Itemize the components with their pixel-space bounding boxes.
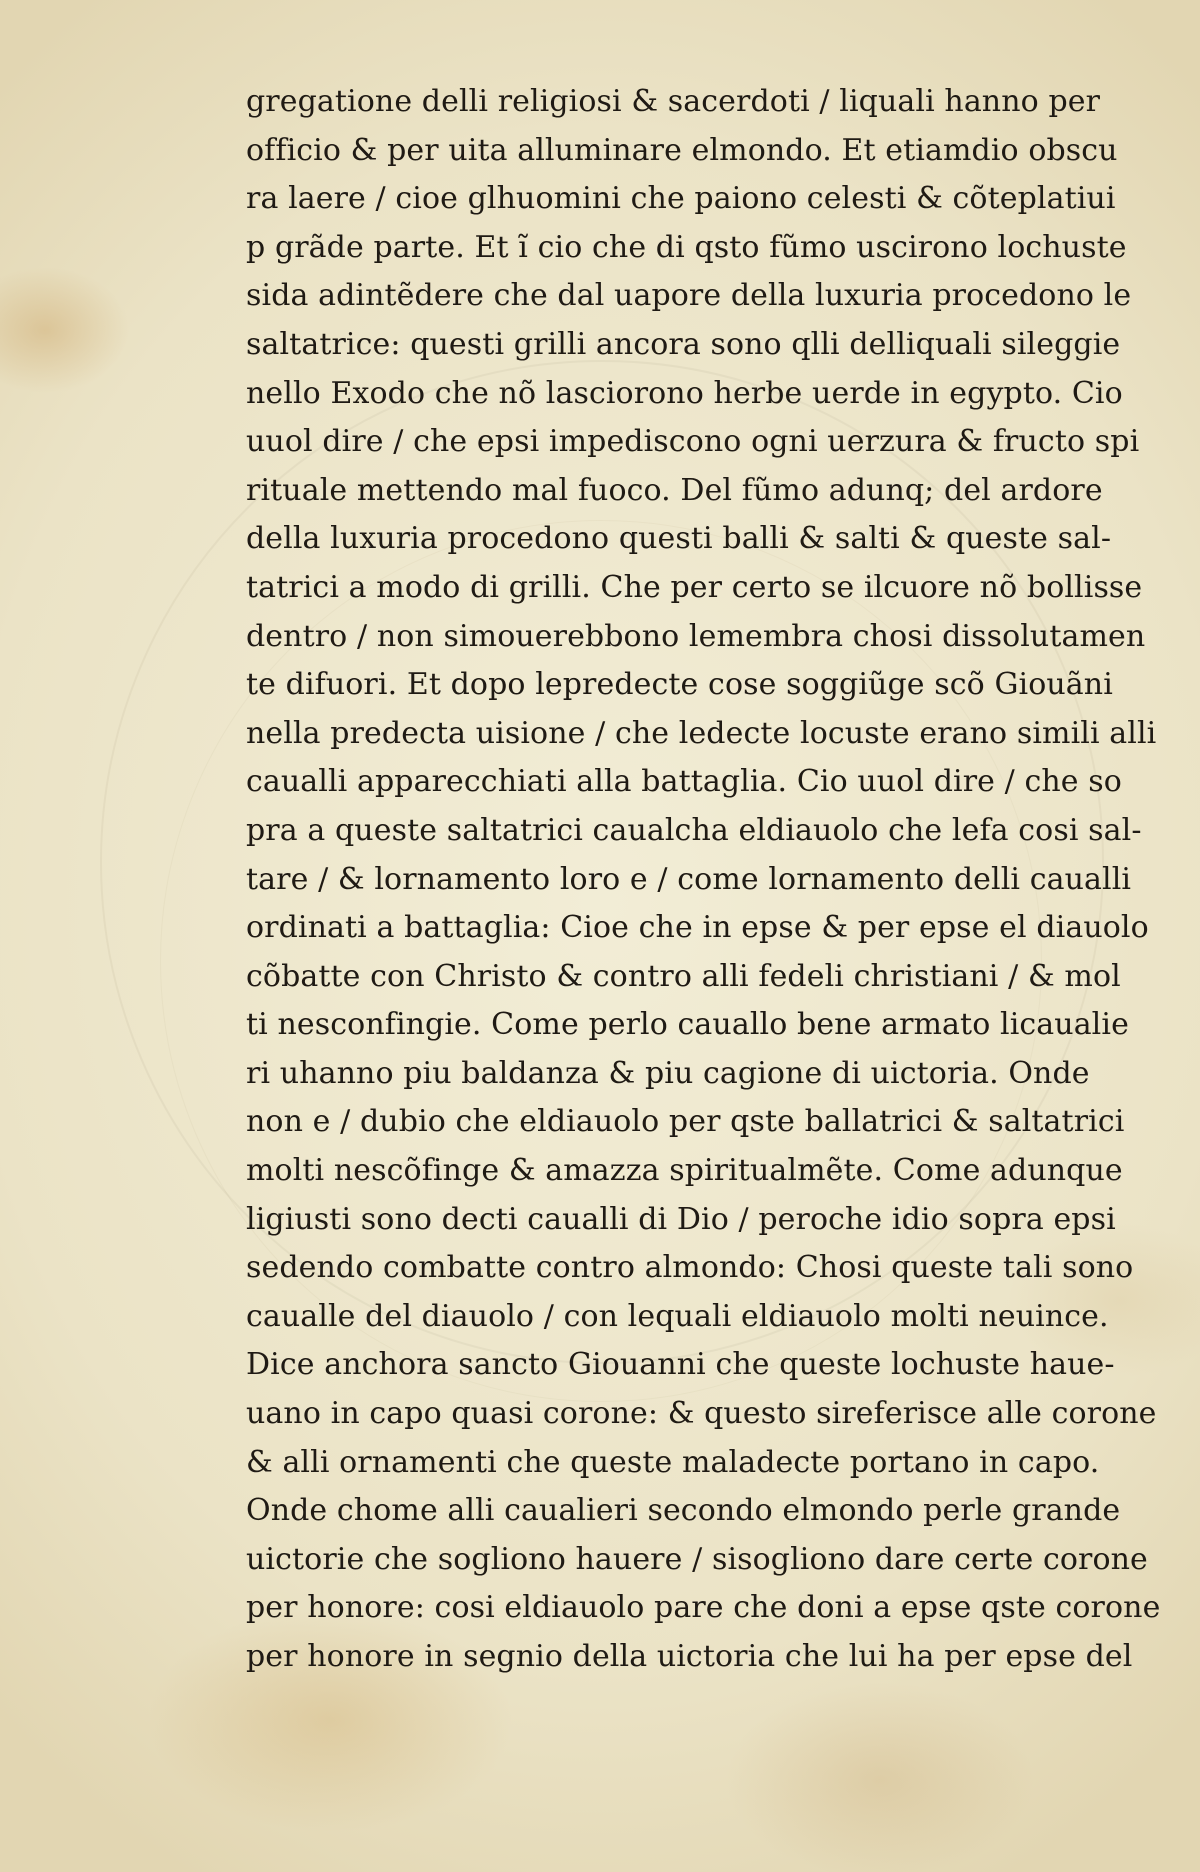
- text-line: per honore in segnio della uictoria che lui ha per epse del: [246, 1639, 1133, 1674]
- text-line: Dice anchora sancto Giouanni che queste lochuste haue-: [246, 1347, 1115, 1383]
- text-line: ti nesconfingie. Come perlo cauallo bene armato licaualie: [246, 1007, 1129, 1043]
- text-line: gregatione delli religiosi & sacerdoti / liquali hanno per: [246, 84, 1101, 119]
- text-line: sida adintẽdere che dal uapore della luxuria procedono le: [246, 278, 1132, 314]
- text-line: tatrici a modo di grilli. Che per certo se ilcuore nõ bollisse: [246, 569, 1143, 605]
- text-line: cõbatte con Christo & contro alli fedeli christiani / & mol: [246, 958, 1121, 994]
- text-line: nella predecta uisione / che ledecte locuste erano simili alli: [246, 715, 1157, 751]
- text-line: dentro / non simouerebbono lemembra chosi dissolutamen: [246, 618, 1146, 654]
- text-line: ra laere / cioe glhuomini che paiono celesti & cõteplatiui: [246, 181, 1116, 217]
- text-line: uictorie che sogliono hauere / sisogliono dare certe corone: [246, 1541, 1148, 1577]
- text-line: pra a queste saltatrici caualcha eldiauolo che lefa cosi sal-: [246, 812, 1142, 848]
- text-line: caualli apparecchiati alla battaglia. Cio uuol dire / che so: [246, 764, 1122, 800]
- text-line: te difuori. Et dopo lepredecte cose soggiũge scõ Giouãni: [246, 667, 1113, 703]
- text-line: nello Exodo che nõ lasciorono herbe uerde in egypto. Cio: [246, 375, 1123, 411]
- text-line: non e / dubio che eldiauolo per qste ballatrici & saltatrici: [246, 1104, 1125, 1140]
- text-line: officio & per uita alluminare elmondo. Et etiamdio obscu: [246, 132, 1118, 168]
- text-line: molti nescõfinge & amazza spiritualmẽte. Come adunque: [246, 1153, 1123, 1189]
- text-line: uuol dire / che epsi impediscono ogni uerzura & fructo spi: [246, 424, 1140, 460]
- text-line: ligiusti sono decti caualli di Dio / peroche idio sopra epsi: [246, 1201, 1116, 1237]
- text-line: ri uhanno piu baldanza & piu cagione di uictoria. Onde: [246, 1055, 1090, 1091]
- text-line: uano in capo quasi corone: & questo sireferisce alle corone: [246, 1396, 1157, 1432]
- text-line: ordinati a battaglia: Cioe che in epse & per epse el diauolo: [246, 910, 1149, 946]
- text-line: p grãde parte. Et ĩ cio che di qsto fũmo uscirono lochuste: [246, 229, 1127, 265]
- text-line: per honore: cosi eldiauolo pare che doni a epse qste corone: [246, 1590, 1161, 1626]
- text-line: Onde chome alli caualieri secondo elmondo perle grande: [246, 1493, 1121, 1529]
- text-line: & alli ornamenti che queste maladecte portano in capo.: [246, 1444, 1100, 1480]
- text-line: sedendo combatte contro almondo: Chosi queste tali sono: [246, 1250, 1134, 1286]
- text-line: saltatrice: questi grilli ancora sono qlli delliquali sileggie: [246, 326, 1121, 362]
- text-line: caualle del diauolo / con lequali eldiauolo molti neuince.: [246, 1298, 1109, 1334]
- text-line: tare / & lornamento loro e / come lornamento delli caualli: [246, 861, 1132, 897]
- text-line: della luxuria procedono questi balli & salti & queste sal-: [246, 521, 1112, 557]
- text-line: rituale mettendo mal fuoco. Del fũmo adunq; del ardore: [246, 472, 1103, 508]
- body-text: [246, 78, 1161, 1682]
